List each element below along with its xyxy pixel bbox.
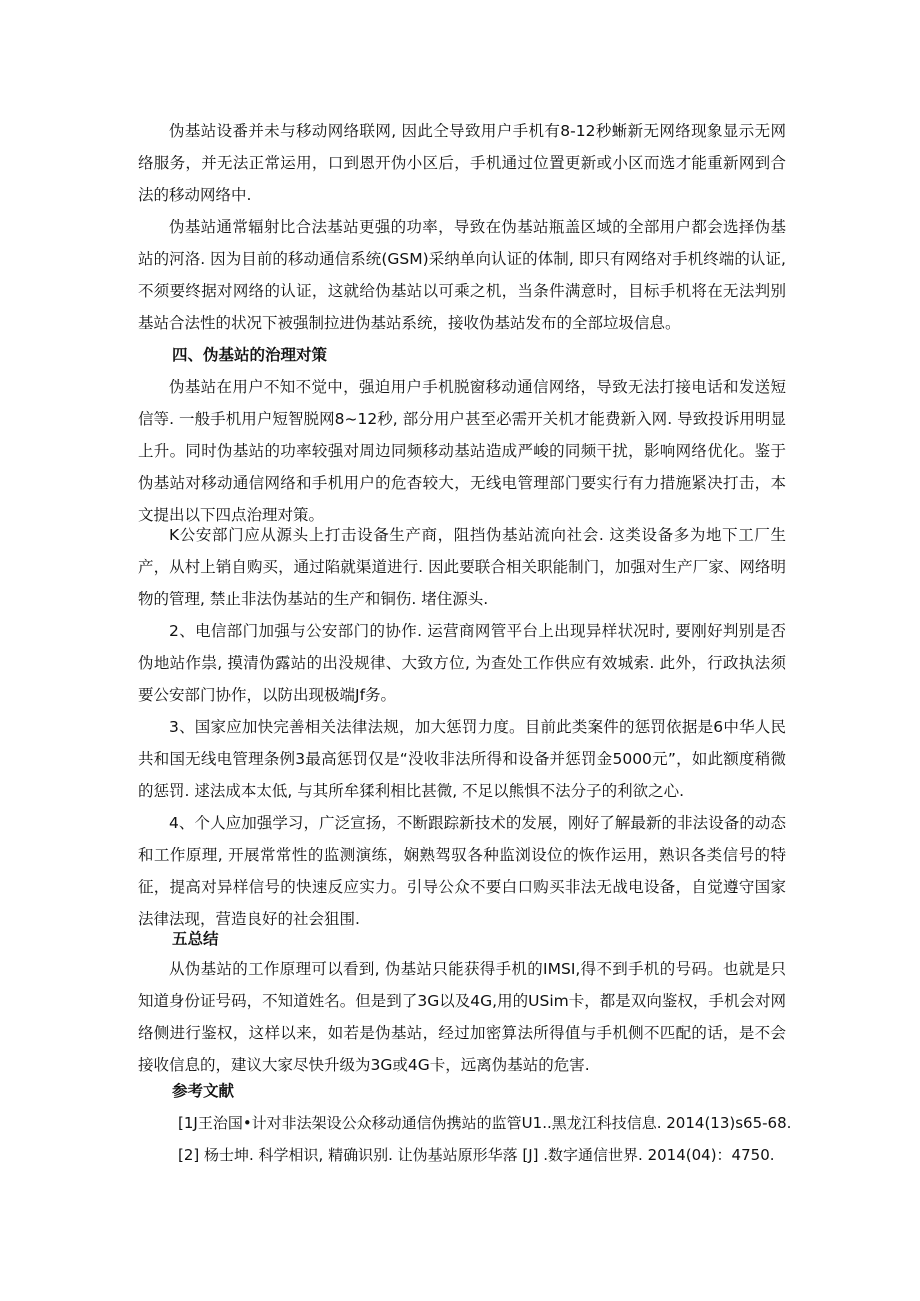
paragraph-measure-2: 2、电信部门加强与公安部门的协作. 运营商网管平台上出现异样状况时, 要刚好判别是否伪地站作祟, 摸清伪露站的出没规律、大致方位, 为查处工作供应有效城索. 此外，行政执法须要公安部门协作，以防出现极端Jf务。	[138, 622, 786, 704]
paragraph-measure-4: 4、个人应加强学习，广泛宣扬，不断跟踪新技术的发展，刚好了解最新的非法设备的动态和工作原理, 开展常常性的监测演练，娴熟驾驭各种监浏设位的恢作运用，熟识各类信号的特征，提高对异样信号的快速反应实力。引导公众不要白口购买非法无战电设备，自觉遵守国家法律法现，营造良好的社会狙围.	[138, 814, 786, 928]
paragraph-countermeasures-intro: 伪基站在用户不知不觉中，强迫用户手机脱窗移动通信网络，导致无法打接电话和发送短信等. 一般手机用户短智脱网8~12秒, 部分用户甚至必需开关机才能费新入网. 导致投诉用明显上升。同时伪基站的功率较强对周边同频移动基站造成严峻的同频干扰，影响网络优化。鉴于伪基站对移动通信网络和手机用户的危杳较大，无线电管理部门要实行有力措施紧决打击，本文提出以下四点治理对策。	[138, 378, 786, 524]
paragraph-summary: 从伪基站的工作原理可以看到, 伪基站只能获得手机的IMSI,得不到手机的号码。也就是只知道身份证号码，不知道姓名。但是到了3G以及4G,用的USim卡，都是双向鉴权，手机会对网络侧进行鉴权，这样以来，如若是伪基站，经过加密算法所得值与手机侧不匹配的话，是不会接收信息的，建议大家尽快升级为3G或4G卡，远离伪基站的危害.	[138, 960, 786, 1074]
section-heading-countermeasures: 四、伪基站的治理对策	[172, 346, 328, 364]
paragraph-fake-bs-network: 伪基站设番并未与移动网络联网, 因此仝导致用户手机有8-12秒蜥新无网络现象显示无网络服务，并无法正常运用，口到恩开伪小区后，手机通过位置更新或小区而选才能重新网到合法的移动网络中.	[138, 122, 786, 204]
reference-item-1: [1J王治国•计对非法架设公众移动通信伪携站的监管U1..黑龙江科技信息. 2014(13)s65-68.	[178, 1114, 792, 1132]
paragraph-fake-bs-power: 伪基站通常辐射比合法基站更强的功率，导致在伪基站瓶盖区域的全部用户都会选择伪基站的河洛. 因为目前的移动通信系统(GSM)采纳单向认证的体制, 即只有网络对手机终端的认证, 不须要终据对网络的认证，这就给伪基站以可乘之机，当条件满意时，目标手机将在无法判别基站合法性的状况下被强制拉进伪基站系统，接收伪基站发布的全部垃圾信息。	[138, 218, 786, 332]
paragraph-measure-1: K公安部门应从源头上打击设备生产商，阻挡伪基站流向社会. 这类设备多为地下工厂生产，从村上销自购买，通过陷就渠道进行. 因此要联合相关职能制门，加强对生产厂家、网络明物的管理, 禁止非法伪基站的生产和铜伤. 堵住源头.	[138, 526, 786, 608]
paragraph-measure-3: 3、国家应加快完善相关法律法规，加大惩罚力度。目前此类案件的惩罚依据是6中华人民共和国无线电管理条例3最高惩罚仅是“没收非法所得和设备并惩罚金5000元”，如此额度稍微的惩罚. 逑法成本太低, 与其所牟猱利相比甚微, 不足以熊惧不法分子的利欲之心.	[138, 718, 786, 800]
references-heading: 参考文献	[172, 1082, 235, 1100]
section-heading-summary: 五总结	[172, 930, 219, 948]
reference-item-2: [2] 杨士坤. 科学相识, 精确识别. 让伪基站原形华落 [J] .数字通信世界. 2014(04)：4750.	[178, 1146, 775, 1164]
